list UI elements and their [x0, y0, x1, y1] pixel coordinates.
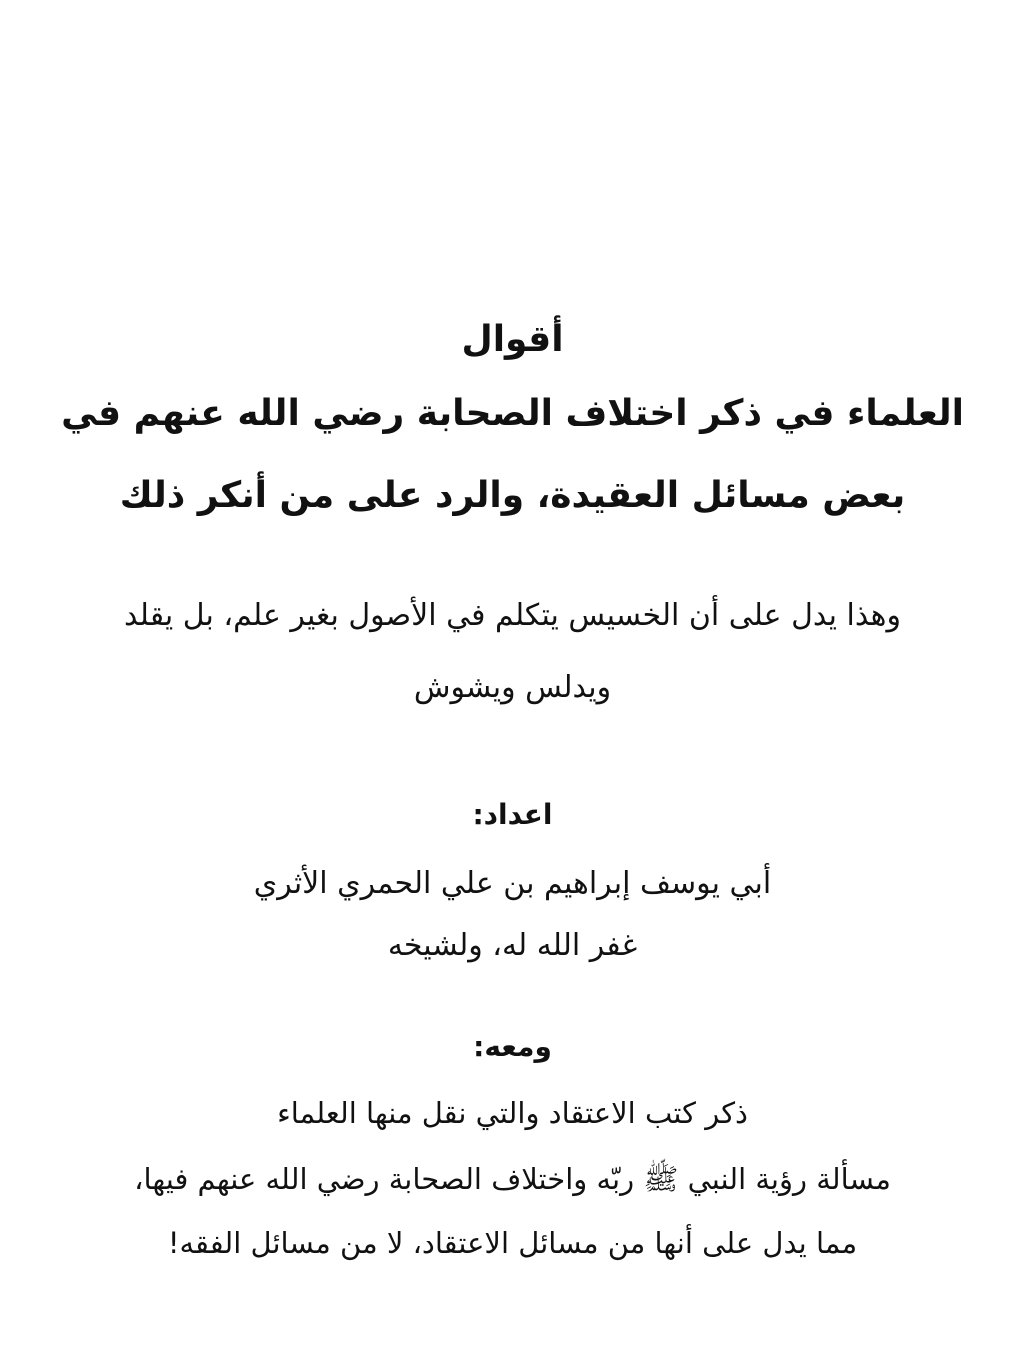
title-line-2: العلماء في ذكر اختلاف الصحابة رضي الله عنهم في — [61, 393, 964, 434]
addendum-label: ومعه: — [473, 1030, 552, 1063]
author-prayer: غفر الله له، ولشيخه — [387, 928, 638, 963]
author-label: اعداد: — [472, 798, 553, 831]
subtitle-line-1: وهذا يدل على أن الخسيس يتكلم في الأصول بغير علم، بل يقلد — [124, 598, 901, 633]
author-name: أبي يوسف إبراهيم بن علي الحمري الأثري — [253, 866, 772, 901]
addendum-line-3: مما يدل على أنها من مسائل الاعتقاد، لا من مسائل الفقه! — [167, 1226, 858, 1260]
addendum-line-2: مسألة رؤية النبي ﷺ ربّه واختلاف الصحابة رضي الله عنهم فيها، — [134, 1162, 891, 1196]
subtitle-line-2: ويدلس ويشوش — [413, 670, 612, 705]
title-line-3: بعض مسائل العقيدة، والرد على من أنكر ذلك — [119, 475, 906, 516]
title-line-1: أقوال — [461, 319, 564, 360]
addendum-line-1: ذكر كتب الاعتقاد والتي نقل منها العلماء — [277, 1096, 748, 1130]
